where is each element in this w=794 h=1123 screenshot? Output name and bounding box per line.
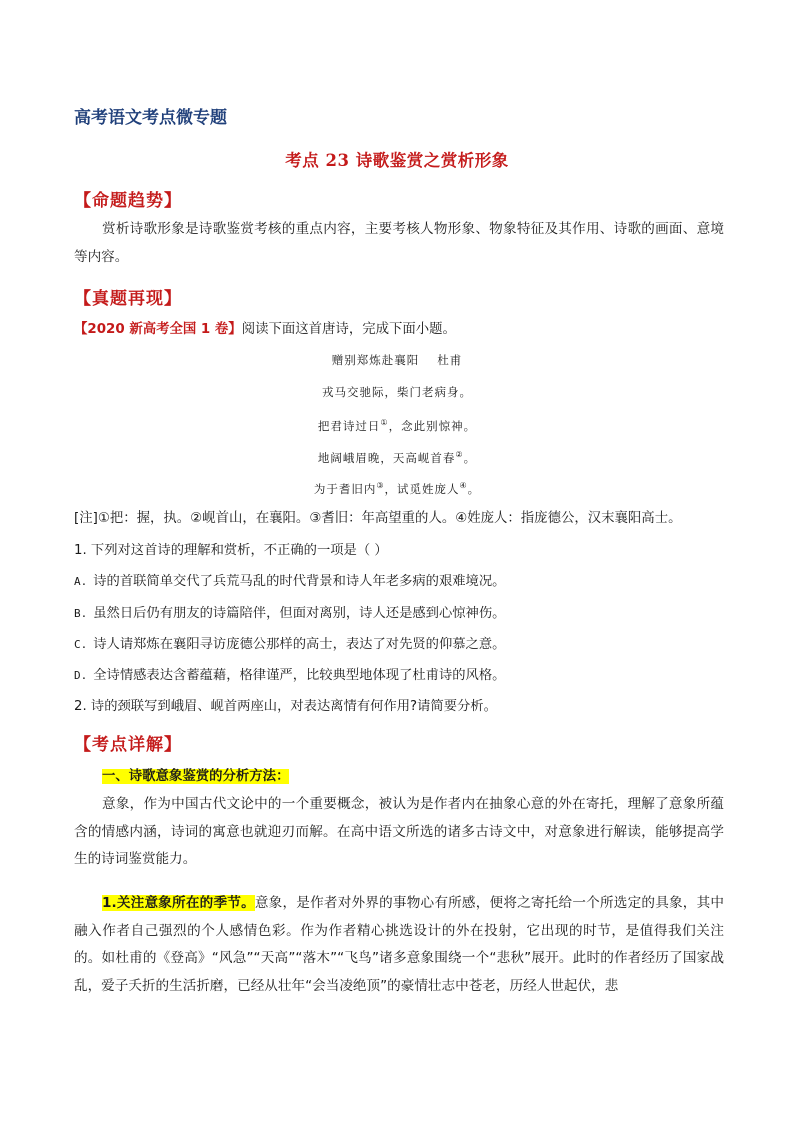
option-letter: C. xyxy=(74,638,88,651)
poem-line-2 xyxy=(0,415,794,434)
option-text: 全诗情感表达含蓄蕴藉，格律谨严，比较典型地体现了杜甫诗的风格。 xyxy=(93,668,506,683)
option-d xyxy=(74,666,505,686)
poem-line-text: 戎马交驰际，柴门老病身。 xyxy=(322,385,472,399)
section-heading-detail: 【考点详解】 xyxy=(74,735,182,755)
detail-subheading: 一、诗歌意象鉴赏的分析方法： xyxy=(102,769,290,784)
poem-title-line xyxy=(0,352,794,368)
poem-line-text: 为于耆旧内 xyxy=(313,481,377,496)
section-heading-real-exam: 【真题再现】 xyxy=(74,289,182,309)
option-c xyxy=(74,635,505,655)
footnote-marker: ④ xyxy=(459,481,468,490)
poem-line-text: ，试觅姓庞人 xyxy=(384,481,460,496)
question-1: 1. 下列对这首诗的理解和赏析，不正确的一项是（ ） xyxy=(74,543,388,558)
poem-line-text: 地阔峨眉晚，天高岘首春 xyxy=(317,450,456,465)
poem-author: 杜甫 xyxy=(437,353,463,367)
poem-line-3 xyxy=(0,447,794,466)
option-letter: B. xyxy=(74,607,88,620)
footnote-marker: ③ xyxy=(376,481,385,490)
poem-notes: [注]①把：握，执。②岘首山，在襄阳。③耆旧：年高望重的人。④姓庞人：指庞德公，汉末襄阳高士。 xyxy=(74,511,682,526)
exam-source: 【2020 新高考全国 1 卷】 xyxy=(74,322,242,337)
option-text: 诗人请郑炼在襄阳寻访庞德公那样的高士，表达了对先贤的仰慕之意。 xyxy=(93,637,506,652)
poem-line-text: ，念此别惊神。 xyxy=(388,418,477,433)
footnote-marker: ① xyxy=(380,418,389,427)
page-title: 考点 23 诗歌鉴赏之赏析形象 xyxy=(285,151,509,170)
option-a xyxy=(74,572,505,592)
option-text: 诗的首联简单交代了兵荒马乱的时代背景和诗人年老多病的艰难境况。 xyxy=(93,574,506,589)
poem-line-4 xyxy=(0,478,794,497)
detail-paragraph-1: 意象，作为中国古代文论中的一个重要概念，被认为是作者内在抽象心意的外在寄托，理解了意象所蕴含的情感内涵，诗词的寓意也就迎刃而解。在高中语文所选的诸多古诗文中，对意象进行解读，能够提高学生的诗词鉴赏能力。 xyxy=(74,796,724,867)
poem-title: 赠别郑炼赴襄阳 xyxy=(331,353,420,367)
footnote-marker: ② xyxy=(455,450,464,459)
section-heading-trend: 【命题趋势】 xyxy=(74,191,182,211)
question-2: 2. 诗的颈联写到峨眉、岘首两座山，对表达离情有何作用?请简要分析。 xyxy=(74,699,497,714)
detail-point-1 xyxy=(74,890,724,1000)
poem-line-text: 。 xyxy=(467,481,481,496)
poem-line-1 xyxy=(0,384,794,400)
poem-line-text: 。 xyxy=(463,450,477,465)
point-1-label: 1.关注意象所在的季节。 xyxy=(102,895,255,911)
option-letter: D. xyxy=(74,669,88,682)
trend-paragraph: 赏析诗歌形象是诗歌鉴赏考核的重点内容，主要考核人物形象、物象特征及其作用、诗歌的画面、意境等内容。 xyxy=(74,221,724,265)
exam-instruction: 阅读下面这首唐诗，完成下面小题。 xyxy=(241,322,456,337)
option-letter: A. xyxy=(74,575,88,588)
detail-subheading-line xyxy=(102,767,289,787)
option-b xyxy=(74,604,505,624)
point-1-text: 意象，是作者对外界的事物心有所感，便将之寄托给一个所选定的具象，其中融入作者自己强烈的个人感情色彩。作为作者精心挑选设计的外在投射，它出现的时节，是值得我们关注的。如杜甫的《登高》“风急”“天高”“落木”“飞鸟”诸多意象围绕一个“悲秋”展开。此时的作者经历了国家战乱，爱子夭折的生活折磨，已经从壮年“会当凌绝顶”的豪情壮志中苍老，历经人世起伏，悲 xyxy=(74,895,724,994)
series-title: 高考语文考点微专题 xyxy=(74,108,227,128)
poem-line-text: 把君诗过日 xyxy=(317,418,381,433)
exam-source-line xyxy=(74,320,734,340)
option-text: 虽然日后仍有朋友的诗篇陪伴，但面对离别，诗人还是感到心惊神伤。 xyxy=(93,606,506,621)
